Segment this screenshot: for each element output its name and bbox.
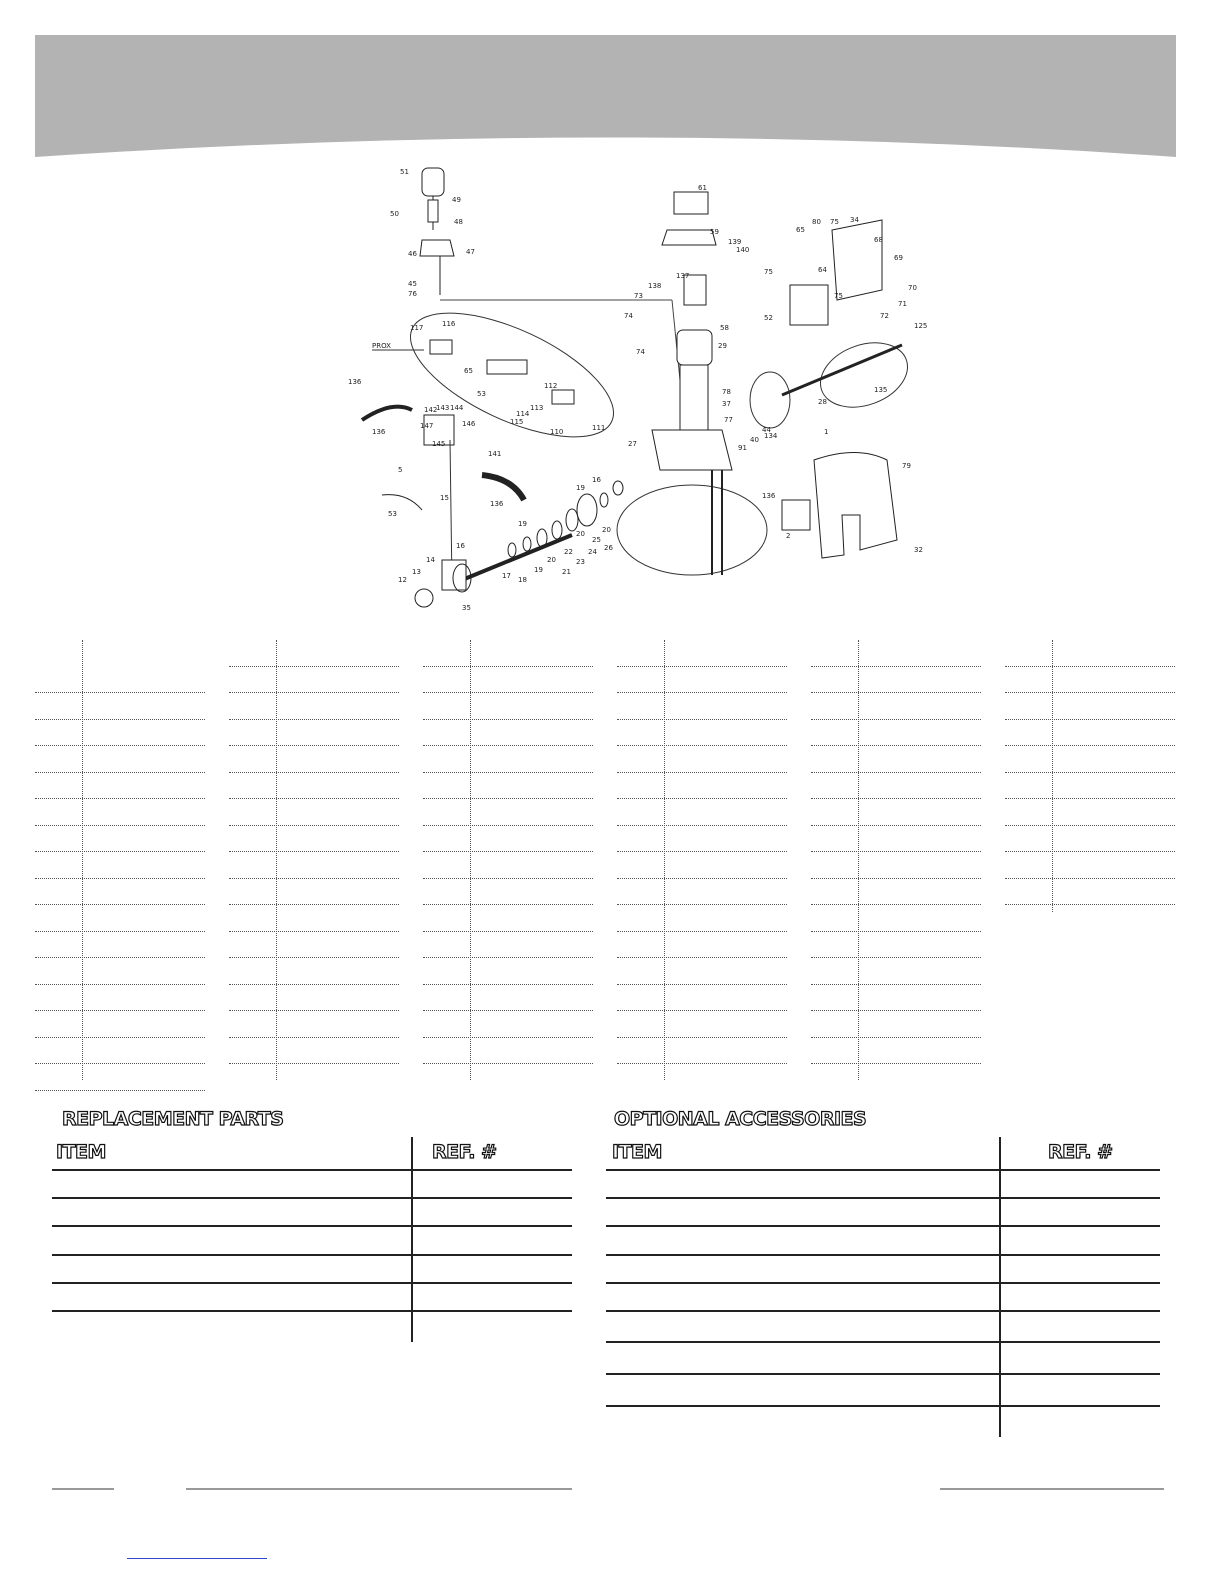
replacement-parts-title: REPLACEMENT PARTS bbox=[62, 1108, 284, 1130]
svg-text:125: 125 bbox=[914, 322, 928, 330]
svg-text:75: 75 bbox=[764, 268, 773, 276]
footer-link-underline[interactable] bbox=[127, 1558, 267, 1559]
svg-text:141: 141 bbox=[488, 450, 502, 458]
parts-column-6 bbox=[1005, 640, 1175, 905]
svg-text:48: 48 bbox=[454, 218, 463, 226]
svg-text:35: 35 bbox=[462, 604, 471, 612]
svg-text:136: 136 bbox=[348, 378, 362, 386]
svg-text:114: 114 bbox=[516, 410, 530, 418]
svg-text:20: 20 bbox=[602, 526, 611, 534]
svg-text:19: 19 bbox=[534, 566, 543, 574]
svg-text:71: 71 bbox=[898, 300, 907, 308]
svg-text:27: 27 bbox=[628, 440, 637, 448]
svg-text:78: 78 bbox=[722, 388, 731, 396]
svg-text:26: 26 bbox=[604, 544, 613, 552]
svg-text:34: 34 bbox=[850, 216, 859, 224]
svg-text:116: 116 bbox=[442, 320, 456, 328]
svg-text:111: 111 bbox=[592, 424, 606, 432]
svg-text:136: 136 bbox=[372, 428, 386, 436]
svg-text:44: 44 bbox=[762, 426, 771, 434]
svg-text:147: 147 bbox=[420, 422, 434, 430]
svg-text:70: 70 bbox=[908, 284, 917, 292]
svg-text:140: 140 bbox=[736, 246, 750, 254]
svg-text:21: 21 bbox=[562, 568, 571, 576]
svg-text:19: 19 bbox=[518, 520, 527, 528]
svg-text:64: 64 bbox=[818, 266, 827, 274]
svg-text:25: 25 bbox=[592, 536, 601, 544]
svg-text:16: 16 bbox=[456, 542, 465, 550]
svg-text:145: 145 bbox=[432, 440, 446, 448]
svg-text:1: 1 bbox=[824, 428, 829, 436]
svg-text:136: 136 bbox=[762, 492, 776, 500]
optional-accessories-table bbox=[606, 1137, 1160, 1437]
svg-text:53: 53 bbox=[388, 510, 397, 518]
svg-text:69: 69 bbox=[894, 254, 903, 262]
svg-text:135: 135 bbox=[874, 386, 888, 394]
svg-text:13: 13 bbox=[412, 568, 421, 576]
svg-text:53: 53 bbox=[477, 390, 486, 398]
accessories-item-header: ITEM bbox=[612, 1141, 662, 1163]
svg-text:17: 17 bbox=[502, 572, 511, 580]
svg-text:137: 137 bbox=[676, 272, 690, 280]
svg-text:75: 75 bbox=[830, 218, 839, 226]
svg-text:29: 29 bbox=[718, 342, 727, 350]
svg-text:37: 37 bbox=[722, 400, 731, 408]
svg-text:22: 22 bbox=[564, 548, 573, 556]
svg-text:79: 79 bbox=[902, 462, 911, 470]
replacement-parts-table bbox=[52, 1137, 572, 1342]
footer-rule-left bbox=[52, 1488, 114, 1490]
svg-text:14: 14 bbox=[426, 556, 435, 564]
svg-text:73: 73 bbox=[634, 292, 643, 300]
svg-text:52: 52 bbox=[764, 314, 773, 322]
svg-text:76: 76 bbox=[408, 290, 417, 298]
svg-text:28: 28 bbox=[818, 398, 827, 406]
parts-column-2 bbox=[229, 640, 399, 1064]
accessories-ref-header: REF. # bbox=[1048, 1141, 1113, 1163]
svg-text:136: 136 bbox=[490, 500, 504, 508]
svg-text:61: 61 bbox=[698, 184, 707, 192]
svg-text:59: 59 bbox=[710, 228, 719, 236]
svg-text:20: 20 bbox=[547, 556, 556, 564]
svg-text:12: 12 bbox=[398, 576, 407, 584]
svg-text:77: 77 bbox=[724, 416, 733, 424]
svg-text:5: 5 bbox=[398, 466, 403, 474]
replacement-item-header: ITEM bbox=[56, 1141, 106, 1163]
svg-text:49: 49 bbox=[452, 196, 461, 204]
svg-text:20: 20 bbox=[576, 530, 585, 538]
svg-text:18: 18 bbox=[518, 576, 527, 584]
svg-text:23: 23 bbox=[576, 558, 585, 566]
svg-text:50: 50 bbox=[390, 210, 399, 218]
svg-text:143: 143 bbox=[436, 404, 450, 412]
svg-text:138: 138 bbox=[648, 282, 662, 290]
svg-text:115: 115 bbox=[510, 418, 524, 426]
svg-text:80: 80 bbox=[812, 218, 821, 226]
svg-text:15: 15 bbox=[440, 494, 449, 502]
svg-text:117: 117 bbox=[410, 324, 424, 332]
svg-text:47: 47 bbox=[466, 248, 475, 256]
svg-text:74: 74 bbox=[636, 348, 645, 356]
parts-column-5 bbox=[811, 640, 981, 1064]
svg-text:40: 40 bbox=[750, 436, 759, 444]
svg-text:32: 32 bbox=[914, 546, 923, 554]
svg-text:2: 2 bbox=[786, 532, 791, 540]
svg-text:68: 68 bbox=[874, 236, 883, 244]
svg-text:65: 65 bbox=[796, 226, 805, 234]
svg-text:65: 65 bbox=[464, 367, 473, 375]
header-banner bbox=[0, 0, 1224, 170]
prox-label: PROX bbox=[372, 342, 391, 350]
svg-text:134: 134 bbox=[764, 432, 778, 440]
svg-text:46: 46 bbox=[408, 250, 417, 258]
svg-text:91: 91 bbox=[738, 444, 747, 452]
svg-text:142: 142 bbox=[424, 406, 438, 414]
parts-column-1 bbox=[35, 640, 205, 1091]
svg-text:75: 75 bbox=[834, 292, 843, 300]
footer-rule-right bbox=[940, 1488, 1164, 1490]
svg-text:16: 16 bbox=[592, 476, 601, 484]
parts-column-3 bbox=[423, 640, 593, 1064]
svg-text:74: 74 bbox=[624, 312, 633, 320]
replacement-ref-header: REF. # bbox=[432, 1141, 497, 1163]
svg-text:112: 112 bbox=[544, 382, 558, 390]
exploded-parts-diagram bbox=[312, 160, 952, 630]
svg-text:45: 45 bbox=[408, 280, 417, 288]
svg-text:19: 19 bbox=[576, 484, 585, 492]
svg-text:113: 113 bbox=[530, 404, 544, 412]
optional-accessories-title: OPTIONAL ACCESSORIES bbox=[614, 1108, 867, 1130]
svg-text:51: 51 bbox=[400, 168, 409, 176]
footer-rule-center bbox=[186, 1488, 572, 1490]
svg-text:146: 146 bbox=[462, 420, 476, 428]
svg-text:58: 58 bbox=[720, 324, 729, 332]
parts-column-4 bbox=[617, 640, 787, 1064]
svg-text:24: 24 bbox=[588, 548, 597, 556]
svg-text:110: 110 bbox=[550, 428, 564, 436]
svg-text:144: 144 bbox=[450, 404, 464, 412]
svg-text:139: 139 bbox=[728, 238, 742, 246]
svg-text:72: 72 bbox=[880, 312, 889, 320]
